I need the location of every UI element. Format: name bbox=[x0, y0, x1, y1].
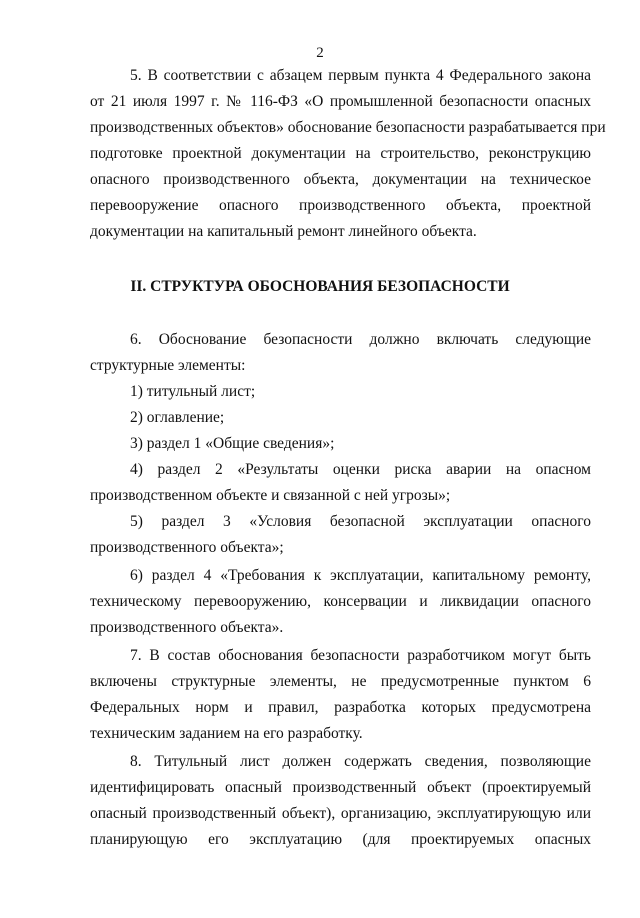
paragraph-7-line-2: включены структурные элементы, не предусмотренные пунктом 6 bbox=[90, 673, 591, 690]
list-item-4-line-2: производственном объекте и связанной с ней угрозы»; bbox=[90, 487, 451, 504]
paragraph-8-line-1: 8. Титульный лист должен содержать сведения, позволяющие bbox=[130, 753, 591, 770]
paragraph-8-line-3: опасный производственный объект), организацию, эксплуатирующую или bbox=[90, 805, 591, 822]
list-item-6-line-3: производственного объекта». bbox=[90, 619, 284, 636]
paragraph-5-line-1: 5. В соответствии с абзацем первым пункта 4 Федерального закона bbox=[130, 67, 591, 84]
list-item-5-line-1: 5) раздел 3 «Условия безопасной эксплуатации опасного bbox=[130, 513, 591, 530]
paragraph-7-line-3: Федеральных норм и правил, разработка которых предусмотрена bbox=[90, 699, 591, 716]
list-item-5-line-2: производственного объекта»; bbox=[90, 539, 284, 556]
paragraph-5-line-4: подготовке проектной документации на строительство, реконструкцию bbox=[90, 145, 591, 162]
paragraph-7-line-4: техническим заданием на его разработку. bbox=[90, 725, 363, 742]
list-item-1: 1) титульный лист; bbox=[130, 383, 256, 400]
paragraph-5-line-3: производственных объектов» обоснование безопасности разрабатывается при bbox=[90, 119, 606, 136]
paragraph-7-line-1: 7. В состав обоснования безопасности разработчиком могут быть bbox=[130, 647, 591, 664]
paragraph-5-line-7: документации на капитальный ремонт линейного объекта. bbox=[90, 223, 477, 240]
list-item-3: 3) раздел 1 «Общие сведения»; bbox=[130, 435, 335, 452]
paragraph-8-line-4: планирующую его эксплуатацию (для проектируемых опасных bbox=[90, 831, 591, 848]
paragraph-6-line-1: 6. Обоснование безопасности должно включать следующие bbox=[130, 331, 591, 348]
section-heading: II. СТРУКТУРА ОБОСНОВАНИЯ БЕЗОПАСНОСТИ bbox=[130, 278, 510, 295]
paragraph-5-line-2: от 21 июля 1997 г. № 116-ФЗ «О промышленной безопасности опасных bbox=[90, 93, 591, 110]
paragraph-6-line-2: структурные элементы: bbox=[90, 357, 246, 374]
list-item-6-line-1: 6) раздел 4 «Требования к эксплуатации, капитальному ремонту, bbox=[130, 567, 591, 584]
list-item-4-line-1: 4) раздел 2 «Результаты оценки риска аварии на опасном bbox=[130, 461, 591, 478]
page-number: 2 bbox=[316, 45, 324, 61]
list-item-6-line-2: техническому перевооружению, консервации и ликвидации опасного bbox=[90, 593, 591, 610]
paragraph-5-line-6: перевооружение опасного производственного объекта, проектной bbox=[90, 197, 591, 214]
list-item-2: 2) оглавление; bbox=[130, 409, 225, 426]
paragraph-8-line-2: идентифицировать опасный производственный объект (проектируемый bbox=[90, 779, 591, 796]
paragraph-5-line-5: опасного производственного объекта, документации на техническое bbox=[90, 171, 591, 188]
